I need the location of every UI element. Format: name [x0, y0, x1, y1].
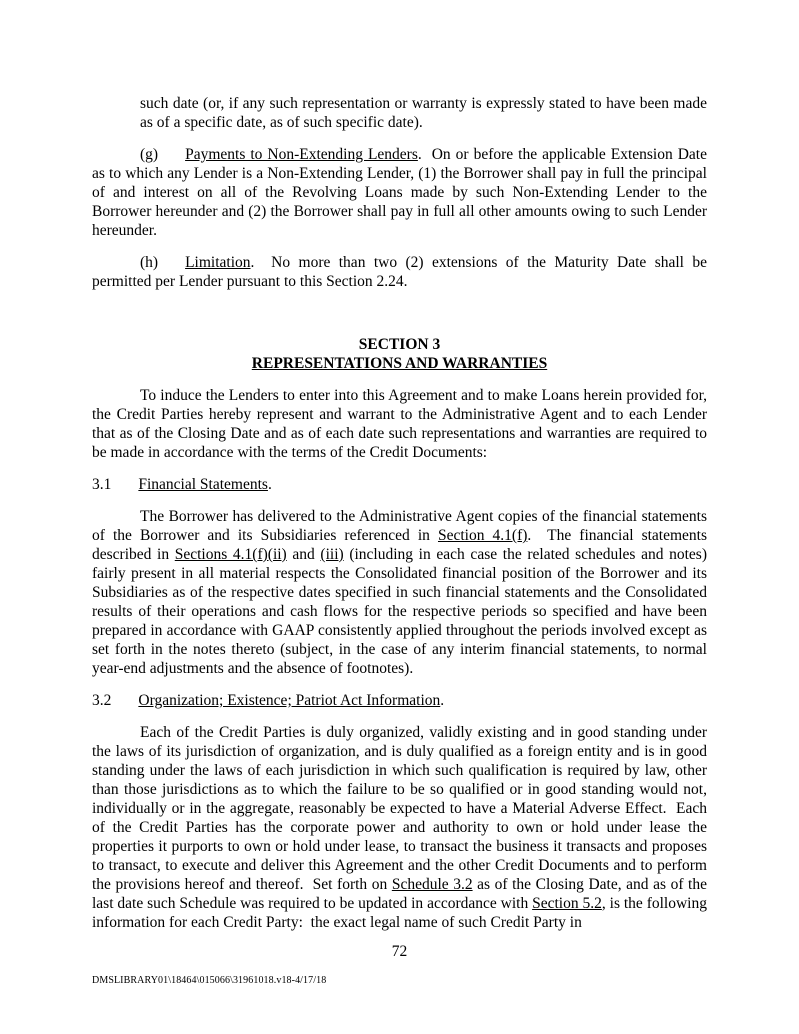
underlined-text: Sections 4.1(f)(ii) [174, 546, 287, 563]
text-run: Each of the Credit Parties is duly organized, validly existing and in good standing under the laws of its jurisdiction of organization, and is duly qualified as a foreign entity and is in good standing under the laws of each jurisdiction in which such qualification is required by law, other than those jurisdictions as to which the failure to be so qualified or in good standing would not, individually or in the aggregate, reasonably be expected to have a Material Adverse Effect. Each of the Credit Parties has the corporate power and authority to own or hold under lease the properties it purports to own or hold under lease, to transact the business it transacts and proposes to transact, to execute and deliver this Agreement and the other Credit Documents and to perform the provisions hereof and thereof. Set forth on [92, 724, 707, 893]
text-run: To induce the Lenders to enter into this Agreement and to make Loans herein provided for, the Credit Parties hereby represent and warrant to the Administrative Agent and to each Lender that as of the Closing Date and as of each date such representations and warranties are required to be made in accordance with the terms of the Credit Documents: [92, 387, 707, 461]
paragraph-financial-statements [92, 507, 707, 678]
text-run: such date (or, if any such representation or warranty is expressly stated to have been made as of a specific date, as of such specific date). [140, 95, 707, 131]
text-run: SECTION 3 [358, 336, 441, 353]
paragraph-organization [92, 723, 707, 932]
underlined-text: (iii) [320, 546, 344, 563]
text-run: . [440, 692, 445, 709]
underlined-text: Financial Statements [138, 476, 268, 493]
heading-3-2 [92, 691, 707, 710]
underlined-text: REPRESENTATIONS AND WARRANTIES [251, 355, 548, 372]
text-run: (g) [140, 146, 159, 163]
underlined-text: Limitation [185, 254, 251, 271]
text-run: . On or before the applicable Extension Date as to which any Lender is a Non-Extending Lender, (1) the Borrower shall pay in full the principal of and interest on all of the Revolving Loans made by such Non-Extending Lender to the Borrower hereunder and (2) the Borrower shall pay in full all other amounts owing to such Lender hereunder. [92, 146, 707, 239]
text-run: (h) [140, 254, 159, 271]
section-title-heading [92, 354, 707, 373]
text-run: , is the following information for each Credit Party: the exact legal name of such Credit Party in [92, 895, 707, 931]
text-run: . [267, 476, 272, 493]
heading-3-1 [92, 475, 707, 494]
text-run: . The financial statements described in [92, 527, 707, 563]
section-number-heading [92, 335, 707, 354]
text-run: 3.2 [92, 692, 112, 709]
paragraph-intro [92, 386, 707, 462]
footer-document-id: DMSLIBRARY01\18464\015066\31961018.v18-4/17/18 [92, 975, 327, 986]
paragraph-h [92, 253, 707, 291]
text-run: 3.1 [92, 476, 112, 493]
document-body [92, 94, 707, 945]
text-run: (including in each case the related schedules and notes) fairly present in all material respects the Consolidated financial position of the Borrower and its Subsidiaries as of the respective dates specified in such financial statements and the Consolidated results of their operations and cash flows for the respective periods so specified and have been prepared in accordance with GAAP consistently applied throughout the periods involved except as set forth in the notes thereto (subject, in the case of any interim financial statements, to normal year-end adjustments and the absence of footnotes). [92, 546, 707, 677]
underlined-text: Organization; Existence; Patriot Act Information [138, 692, 441, 709]
underlined-text: Section 4.1(f) [437, 527, 528, 544]
underlined-text: Section 5.2 [532, 895, 602, 912]
page-number: 72 [391, 943, 408, 960]
text-run: The Borrower has delivered to the Administrative Agent copies of the financial statements of the Borrower and its Subsidiaries referenced in [92, 508, 707, 544]
underlined-text: Schedule 3.2 [391, 876, 473, 893]
underlined-text: Payments to Non-Extending Lenders [185, 146, 418, 163]
paragraph-g [92, 145, 707, 240]
paragraph-continuation [140, 94, 707, 132]
text-run: as of the Closing Date, and as of the last date such Schedule was required to be updated in accordance with [92, 876, 707, 912]
text-run: and [286, 546, 321, 563]
text-run: . No more than two (2) extensions of the Maturity Date shall be permitted per Lender pursuant to this Section 2.24. [92, 254, 707, 290]
